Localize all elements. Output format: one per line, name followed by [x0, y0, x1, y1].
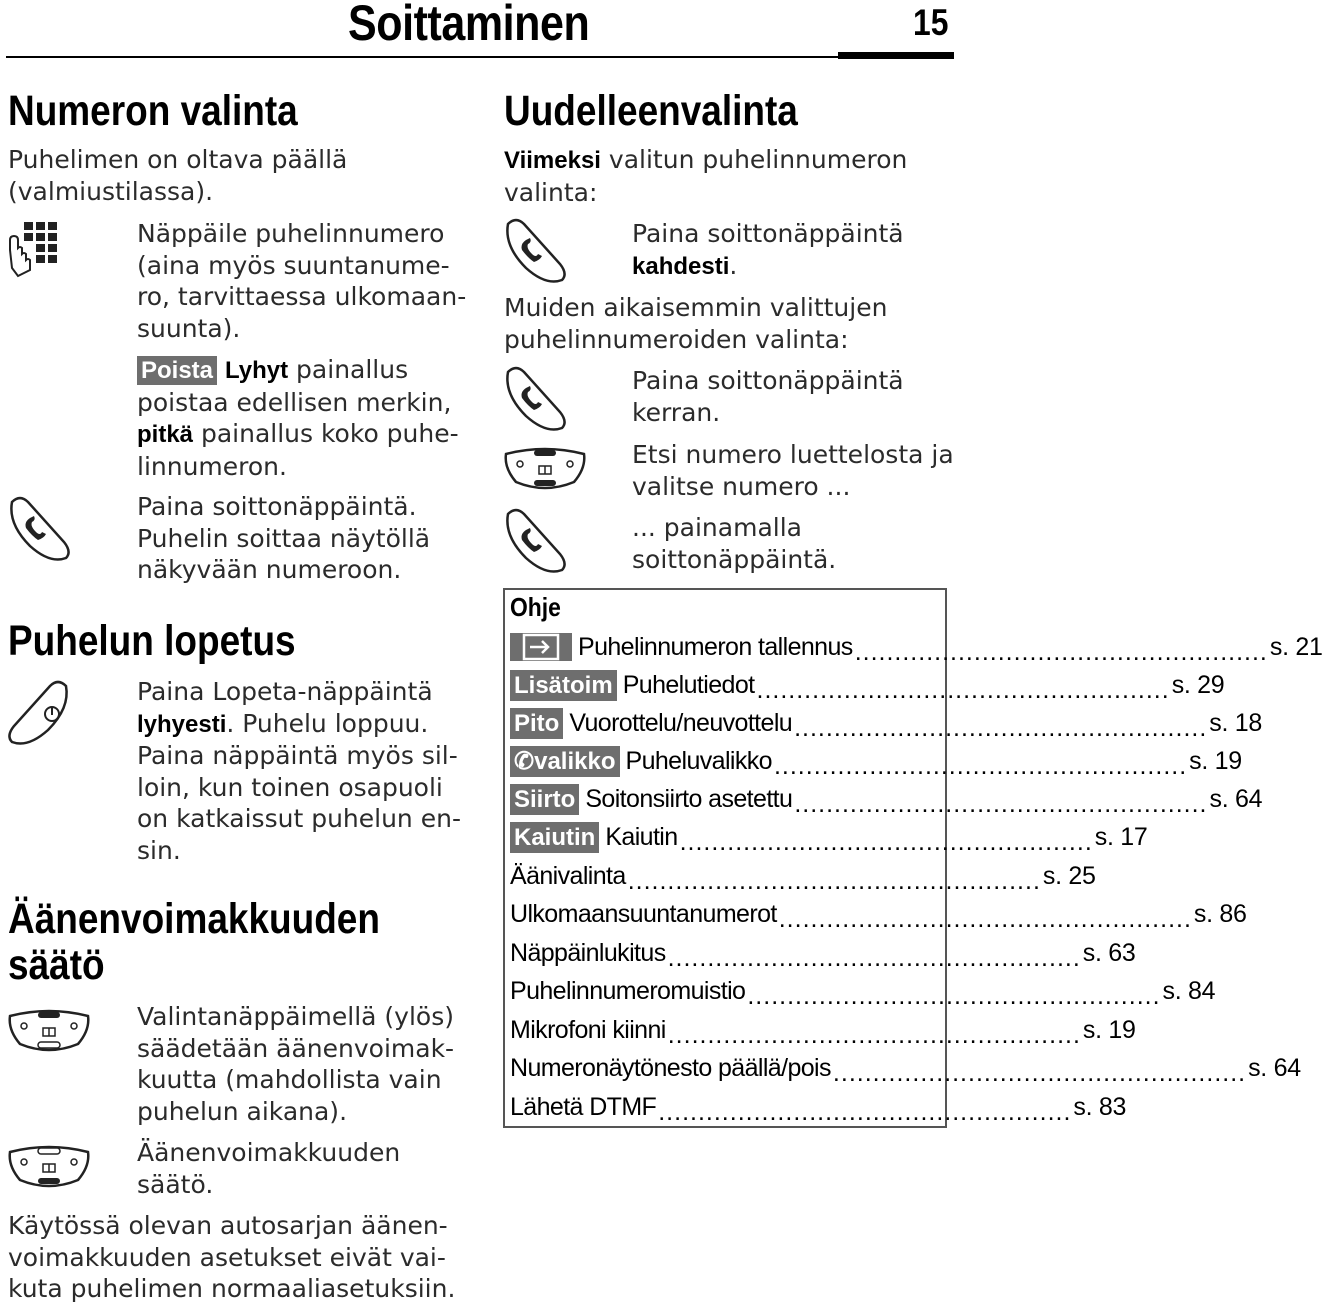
redial-step-1: Paina soittonäppäintä kahdesti.: [632, 219, 904, 280]
heading-uudelleenvalinta: Uudelleenvalinta: [504, 87, 798, 135]
poista-instruction: Poista Lyhyt painallus poistaa edellisen merkin, pitkä painallus koko puhe- linnumeron.: [137, 355, 459, 481]
heading-numeron-valinta: Numeron valinta: [8, 87, 298, 135]
call-key-icon: [502, 364, 568, 434]
help-row[interactable]: Puhelinnumeron tallennus .................................................... s. 21: [510, 630, 938, 664]
softkey-label: Kaiutin: [510, 822, 599, 853]
softkey-label: Siirto: [510, 784, 579, 815]
softkey-label: Pito: [510, 708, 563, 739]
help-row[interactable]: ✆valikko Puheluvalikko .................................................... s. 19: [510, 744, 938, 778]
nav-instruction-1: Valintanäppäimellä (ylös) säädetään äänenvoimak- kuutta (mahdollista vain puhelun aikana).: [137, 1002, 455, 1126]
help-row[interactable]: Mikrofoni kiinni .................................................... s. 19: [510, 1015, 1136, 1049]
poista-softkey[interactable]: Poista: [137, 356, 217, 385]
nav-key-down-icon: [6, 1142, 92, 1192]
help-row[interactable]: Lisätoim Puhelutiedot .................................................... s. 29: [510, 668, 938, 702]
redial-step-4: ... painamalla soittonäppäintä.: [632, 513, 837, 574]
save-number-icon: [510, 633, 572, 661]
redial-step-3: Etsi numero luettelosta ja valitse numero ...: [632, 440, 954, 501]
help-row[interactable]: Äänivalinta .................................................... s. 25: [510, 861, 1096, 895]
heading-aanenvoimakkuus: Äänenvoimakkuuden säätö: [8, 895, 380, 989]
car-kit-note: Käytössä olevan autosarjan äänen- voimakkuuden asetukset eivät vai- kuta puhelimen normaaliasetuksiin.: [8, 1211, 456, 1303]
softkey-label: Lisätoim: [510, 670, 617, 701]
header-rule: [6, 56, 954, 58]
help-title: Ohje: [510, 592, 561, 622]
help-row[interactable]: Siirto Soitonsiirto asetettu .................................................... s. 64: [510, 782, 938, 816]
other-numbers-intro: Muiden aikaisemmin valittujen puhelinnumeroiden valinta:: [504, 293, 888, 354]
help-row[interactable]: Numeronäytönesto päällä/pois .................................................... s. 64: [510, 1053, 1301, 1087]
end-call-instruction: Paina Lopeta-näppäintä lyhyesti. Puhelu loppuu. Paina näppäintä myös sil- loin, kun toinen osapuoli on katkaissut puhelun en- sin.: [137, 677, 461, 865]
help-row[interactable]: Lähetä DTMF .................................................... s. 83: [510, 1092, 1127, 1126]
redial-step-2: Paina soittonäppäintä kerran.: [632, 366, 904, 427]
nav-key-icon: [502, 444, 588, 494]
handset-icon: ✆: [514, 747, 535, 775]
nav-key-up-icon: [6, 1006, 92, 1056]
keypad-icon: [8, 220, 62, 278]
header-bar: [838, 52, 954, 59]
help-row[interactable]: Näppäinlukitus .................................................... s. 63: [510, 938, 1136, 972]
help-row[interactable]: Kaiutin Kaiutin .................................................... s. 17: [510, 820, 938, 854]
keypad-instruction: Näppäile puhelinnumero (aina myös suuntanume- ro, tarvittaessa ulkomaan- suunta).: [137, 219, 467, 343]
redial-intro: Viimeksi valitun puhelinnumeron valinta:: [504, 145, 908, 207]
help-row[interactable]: Ulkomaansuuntanumerot .................................................... s. 86: [510, 899, 1247, 933]
nav-instruction-2: Äänenvoimakkuuden säätö.: [137, 1138, 401, 1199]
end-key-icon: [6, 678, 72, 748]
intro-text: Puhelimen on oltava päällä (valmiustilassa).: [8, 145, 348, 206]
call-instruction: Paina soittonäppäintä. Puhelin soittaa näytöllä näkyvään numeroon.: [137, 492, 431, 584]
help-row[interactable]: Pito Vuorottelu/neuvottelu .................................................... s. 18: [510, 706, 938, 740]
page-title: Soittaminen: [348, 0, 590, 51]
call-key-icon: [502, 216, 568, 286]
call-key-icon: [502, 506, 568, 576]
call-key-icon: [6, 494, 72, 564]
page-number: 15: [913, 2, 949, 43]
heading-puhelun-lopetus: Puhelun lopetus: [8, 617, 296, 665]
help-row[interactable]: Puhelinnumeromuistio .................................................... s. 84: [510, 976, 1216, 1010]
softkey-label: ✆valikko: [510, 746, 620, 777]
